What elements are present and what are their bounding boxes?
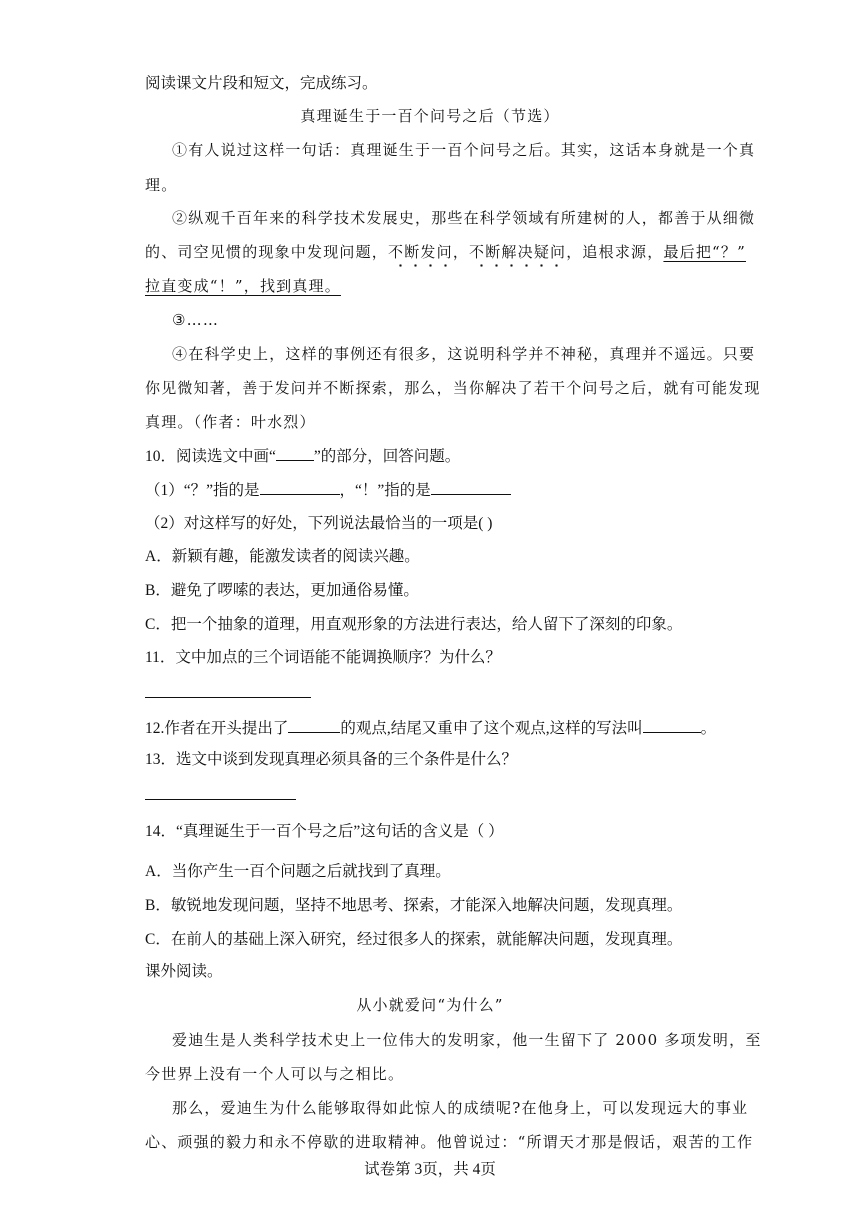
para2-text-a: 的、司空见惯的现象中发现问题， — [145, 243, 389, 261]
passage1-para2-line2 — [145, 242, 746, 262]
para2-comma: ， — [452, 243, 470, 261]
passage1-para4-line2: 你见微知著，善于发问并不断探索，那么，当你解决了若干个问号之后，就有可能发现 — [145, 379, 761, 397]
reading-intro: 阅读课文片段和短文，完成练习。 — [145, 75, 378, 92]
question-12 — [145, 718, 716, 739]
passage1-para1-line2: 理。 — [145, 176, 178, 194]
passage2-title: 从小就爱问“为什么” — [356, 996, 504, 1014]
q10-underline-sample — [276, 446, 314, 461]
page-footer: 试卷第 3页，共 4页 — [364, 1161, 496, 1178]
question-11-answer-line[interactable] — [145, 697, 311, 698]
question-14-option-a: A．当你产生一百个问题之后就找到了真理。 — [145, 863, 451, 880]
answer-blank-question-mark[interactable] — [260, 480, 340, 495]
question-11-stem: 11．文中加点的三个词语能不能调换顺序？为什么？ — [145, 649, 501, 666]
question-14-option-c: C．在前人的基础上深入研究，经过很多人的探索，就能解决问题，发现真理。 — [145, 931, 683, 948]
outside-reading-label: 课外阅读。 — [145, 963, 223, 980]
question-13-stem: 13．选文中谈到发现真理必须具备的三个条件是什么？ — [145, 751, 518, 768]
q10-sub1-text-b: ，“！”指的是 — [339, 482, 431, 499]
question-10-stem — [145, 446, 460, 467]
question-10-option-b: B．避免了啰嗦的表达，更加通俗易懂。 — [145, 582, 419, 599]
question-14-stem: 14．“真理诞生于一百个号之后”这句话的含义是（ ） — [145, 823, 504, 840]
question-10-option-c: C．把一个抽象的道理，用直观形象的方法进行表达，给人留下了深刻的印象。 — [145, 616, 683, 633]
question-10-sub2: （2）对这样写的好处，下列说法最恰当的一项是( ) — [145, 515, 493, 532]
answer-blank-exclamation-mark[interactable] — [431, 480, 511, 495]
answer-blank-viewpoint[interactable] — [288, 718, 340, 733]
q10-text-b: ”的部分，回答问题。 — [313, 448, 461, 465]
passage2-line4: 心、顽强的毅力和永不停歇的进取精神。他曾说过：“所谓天才那是假话，艰苦的工作 — [145, 1133, 754, 1151]
passage1-para4-line3: 真理。（作者：叶水烈） — [145, 413, 316, 431]
dotted-word-2: 不断解决疑问 — [469, 243, 567, 261]
passage1-para4-line1: ④在科学史上，这样的事例还有很多，这说明科学并不神秘，真理并不遥远。只要 — [172, 345, 756, 363]
question-13-answer-line[interactable] — [145, 799, 296, 800]
question-10-sub1 — [145, 480, 511, 501]
q10-text-a: 10．阅读选文中画“ — [145, 448, 276, 465]
passage2-line2: 今世界上没有一个人可以与之相比。 — [145, 1065, 405, 1083]
q12-text-a: 12.作者在开头提出了 — [145, 720, 289, 737]
passage1-para3: ③…… — [172, 311, 220, 329]
passage2-line3: 那么，爱迪生为什么能够取得如此惊人的成绩呢?在他身上，可以发现远大的事业 — [172, 1099, 749, 1117]
answer-blank-technique[interactable] — [643, 718, 701, 733]
q10-sub1-text-a: （1）“？”指的是 — [145, 482, 260, 499]
question-14-option-b: B．敏锐地发现问题，坚持不地思考、探索，才能深入地解决问题，发现真理。 — [145, 897, 683, 914]
passage1-title: 真理诞生于一百个问号之后（节选） — [300, 107, 560, 125]
q12-text-b: 的观点,结尾又重申了这个观点,这样的写法叫 — [340, 720, 643, 737]
q12-text-c: 。 — [700, 720, 717, 737]
passage1-para2-line3 — [145, 276, 341, 296]
underlined-sentence-part2: 拉直变成“！”，找到真理。 — [145, 277, 341, 295]
passage1-para1-line1: ①有人说过这样一句话：真理诞生于一百个问号之后。其实，这话本身就是一个真 — [172, 141, 756, 159]
passage1-para2-line1: ②纵观千百年来的科学技术发展史，那些在科学领域有所建树的人，都善于从细微 — [172, 209, 756, 227]
underlined-sentence-part1: 最后把“？” — [663, 243, 746, 261]
passage2-line1: 爱迪生是人类科学技术史上一位伟大的发明家，他一生留下了 2000 多项发明，至 — [172, 1031, 762, 1049]
question-10-option-a: A．新颖有趣，能激发读者的阅读兴趣。 — [145, 548, 420, 565]
para2-text-b: ，追根求源， — [566, 243, 664, 261]
dotted-word-1: 不断发问 — [388, 243, 453, 261]
